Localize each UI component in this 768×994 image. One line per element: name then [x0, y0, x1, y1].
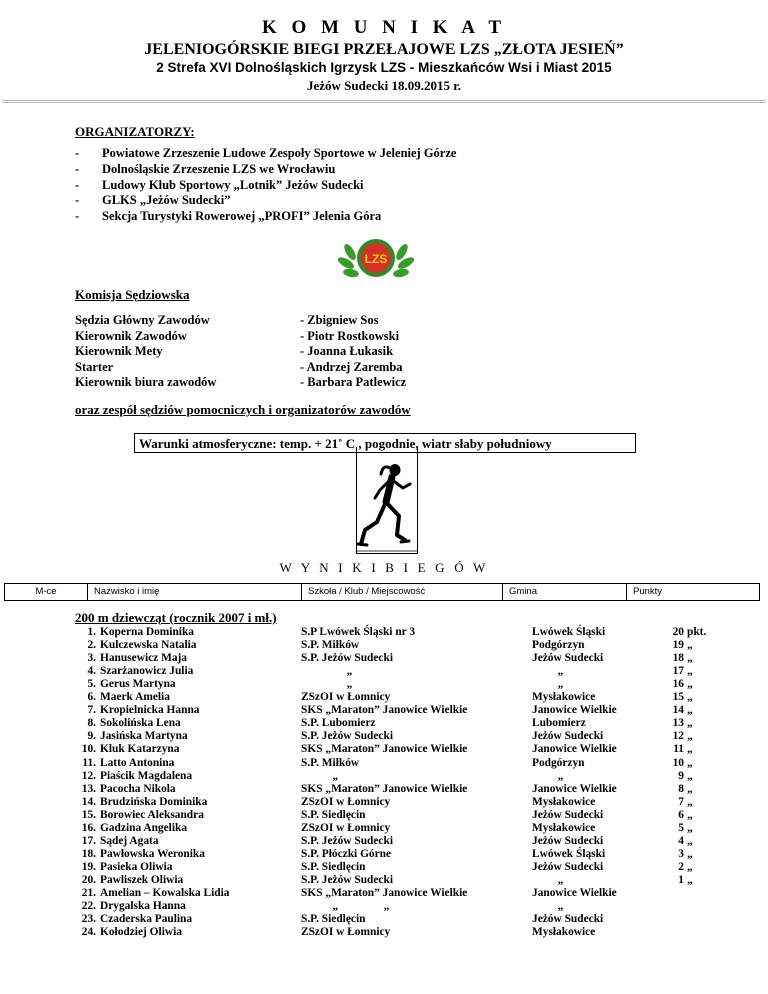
points-unit: „ [687, 782, 693, 795]
table-row [0, 848, 768, 861]
result-position: 13. [81, 782, 96, 795]
athlete-club: SKS „Maraton” Janowice Wielkie [301, 782, 468, 795]
athlete-club: S.P. Jeżów Sudecki [301, 834, 393, 847]
header-divider [2, 100, 766, 103]
athlete-gmina: „ [532, 678, 564, 691]
athlete-name: Gadzina Angelika [100, 821, 188, 834]
table-row [0, 770, 768, 783]
table-row [0, 861, 768, 874]
athlete-name: Koperna Dominika [100, 626, 194, 638]
points-unit: „ [687, 704, 693, 717]
points-unit: pkt. [687, 626, 707, 638]
athlete-gmina: Janowice Wielkie [532, 743, 617, 756]
result-position: 14. [81, 795, 96, 808]
table-row [0, 900, 768, 913]
athlete-name: Kropielnicka Hanna [100, 704, 200, 717]
points-unit: „ [687, 821, 693, 834]
athlete-name: Pawliszek Oliwia [100, 873, 184, 886]
points-unit: „ [687, 808, 693, 821]
athlete-name: Brudzińska Dominika [100, 795, 208, 808]
table-row [0, 783, 768, 796]
athlete-name: Gerus Martyna [100, 678, 176, 691]
athlete-name: Piaścik Magdalena [100, 769, 193, 782]
role-label: Kierownik Mety [75, 344, 163, 359]
table-row [0, 874, 768, 887]
athlete-gmina: Jeżów Sudecki [532, 834, 604, 847]
result-position: 17. [81, 834, 96, 847]
table-row [0, 717, 768, 730]
athlete-club: S.P. Miłków [301, 756, 360, 769]
organizer-item: - Powiatowe Zrzeszenie Ludowe Zespoły Sportowe w Jeleniej Górze [75, 146, 457, 160]
place-date: Jeżów Sudecki 18.09.2015 r. [306, 78, 462, 93]
result-position: 19. [81, 860, 96, 873]
athlete-club: S.P. Siedlęcin [301, 808, 366, 821]
athlete-gmina: Janowice Wielkie [532, 704, 617, 717]
athlete-gmina: Jeżów Sudecki [532, 808, 604, 821]
role-label: Sędzia Główny Zawodów [75, 313, 210, 327]
result-position: 1. [87, 626, 96, 638]
result-points: 14 [672, 704, 684, 717]
athlete-gmina: Janowice Wielkie [532, 782, 617, 795]
result-position: 4. [87, 665, 96, 678]
points-unit: „ [687, 730, 693, 743]
athlete-club: ZSzOI w Łomnicy [301, 691, 391, 704]
result-position: 21. [81, 887, 96, 899]
points-unit: „ [687, 639, 693, 652]
athlete-gmina: Lwówek Śląski [532, 626, 606, 638]
logo-text: LZS [364, 252, 388, 266]
result-position: 18. [81, 847, 96, 860]
result-position: 20. [81, 873, 96, 886]
athlete-club: S.P. Lubomierz [301, 717, 376, 730]
result-points: 20 [672, 626, 684, 638]
result-position: 16. [81, 821, 96, 834]
athlete-gmina: Podgórzyn [532, 756, 585, 769]
runner-icon [355, 460, 419, 556]
result-points: 12 [672, 730, 684, 743]
result-points: 13 [672, 717, 684, 730]
result-points: 11 [673, 743, 684, 756]
points-unit: „ [687, 652, 693, 665]
result-points: 3 [678, 847, 684, 860]
points-unit: „ [687, 847, 693, 860]
points-unit: „ [687, 860, 693, 873]
table-row [0, 757, 768, 770]
organizer-item: - Ludowy Klub Sportowy „Lotnik” Jeżów Sudecki [75, 177, 364, 192]
table-row [0, 822, 768, 835]
athlete-gmina: Podgórzyn [532, 639, 585, 652]
athlete-club: „ [301, 665, 353, 678]
table-row [0, 678, 768, 691]
athlete-gmina: Jeżów Sudecki [532, 730, 604, 743]
table-row [0, 913, 768, 926]
athlete-club: S.P. Jeżów Sudecki [301, 652, 393, 665]
athlete-club: „ [301, 769, 339, 782]
category-title: 200 m dziewcząt (rocznik 2007 i mł.) [75, 610, 277, 625]
organizers-title: ORGANIZATORZY: [75, 124, 195, 139]
result-points: 8 [678, 782, 684, 795]
table-row [0, 887, 768, 900]
role-label: Kierownik biura zawodów [75, 375, 217, 390]
member-name: - Zbigniew Sos [300, 313, 379, 327]
committee-roles [75, 313, 216, 391]
result-position: 9. [87, 730, 96, 743]
athlete-club: SKS „Maraton” Janowice Wielkie [301, 887, 468, 899]
header-position: M-ce [5, 584, 88, 600]
athlete-club: S.P. Siedlęcin [301, 860, 366, 873]
result-points: 6 [678, 808, 684, 821]
result-position: 5. [87, 678, 96, 691]
result-position: 22. [81, 900, 96, 913]
result-position: 15. [81, 808, 96, 821]
member-name: - Andrzej Zaremba [300, 359, 403, 374]
result-position: 8. [87, 717, 96, 730]
athlete-name: Czaderska Paulina [100, 913, 193, 926]
athlete-name: Kulczewska Natalia [100, 639, 197, 652]
athlete-gmina: Lwówek Śląski [532, 847, 606, 860]
header-name: Nazwisko i imię [88, 584, 302, 600]
organizer-item: - Sekcja Turystyki Rowerowej „PROFI” Jelenia Góra [75, 209, 382, 224]
result-points: 17 [672, 665, 684, 678]
table-row [0, 835, 768, 848]
points-unit: „ [687, 665, 693, 678]
result-points: 9 [678, 769, 684, 782]
result-points: 7 [678, 795, 684, 808]
athlete-name: Latto Antonina [100, 756, 175, 769]
points-unit: „ [687, 756, 693, 769]
athlete-club: S.P. Miłków [301, 639, 360, 652]
athlete-gmina: Jeżów Sudecki [532, 652, 604, 665]
result-position: 7. [87, 704, 96, 717]
athlete-club: ZSzOI w Łomnicy [301, 821, 391, 834]
athlete-club: SKS „Maraton” Janowice Wielkie [301, 704, 468, 717]
result-points: 10 [672, 756, 684, 769]
table-row [0, 652, 768, 665]
points-unit: „ [687, 795, 693, 808]
athlete-name: Pacocha Nikola [100, 782, 176, 795]
athlete-name: Sądej Agata [100, 834, 159, 847]
athlete-name: Drygalska Hanna [100, 900, 186, 913]
result-position: 10. [81, 743, 96, 756]
committee-title: Komisja Sędziowska [75, 287, 190, 302]
table-row [0, 926, 768, 939]
athlete-gmina: Mysłakowice [532, 691, 596, 704]
table-row [0, 665, 768, 678]
athlete-gmina: Jeżów Sudecki [532, 860, 604, 873]
result-position: 23. [81, 913, 96, 926]
organizer-item: - Dolnośląskie Zrzeszenie LZS we Wrocławiu [75, 161, 336, 176]
athlete-gmina: Jeżów Sudecki [532, 913, 604, 926]
athlete-club: ZSzOI w Łomnicy [301, 926, 391, 939]
points-unit: „ [687, 769, 693, 782]
athlete-name: Jasińska Martyna [100, 730, 188, 743]
points-unit: „ [687, 834, 693, 847]
table-row [0, 730, 768, 743]
table-row [0, 796, 768, 809]
athlete-club: S.P. Jeżów Sudecki [301, 873, 393, 886]
table-row [0, 626, 768, 639]
document-title: K O M U N I K A T [261, 17, 507, 38]
table-row [0, 743, 768, 756]
role-label: Starter [75, 359, 114, 374]
athlete-club: S.P. Płóczki Górne [301, 847, 392, 860]
athlete-name: Borowiec Aleksandra [100, 808, 204, 821]
athlete-gmina: Mysłakowice [532, 926, 596, 939]
athlete-gmina: Mysłakowice [532, 795, 596, 808]
member-name: - Joanna Łukasik [300, 344, 394, 359]
header-gmina: Gmina [503, 584, 627, 600]
points-unit: „ [687, 691, 693, 704]
athlete-gmina: Mysłakowice [532, 821, 596, 834]
result-position: 12. [81, 769, 96, 782]
athlete-gmina: „ [532, 769, 564, 782]
athlete-gmina: „ [532, 665, 564, 678]
athlete-name: Kluk Katarzyna [100, 743, 180, 756]
table-row [0, 704, 768, 717]
results-table-header [4, 583, 760, 601]
athlete-club: „ „ [301, 900, 390, 913]
event-name: JELENIOGÓRSKIE BIEGI PRZEŁAJOWE LZS „ZŁOTA JESIEŃ” [144, 41, 624, 58]
header-points: Punkty [633, 586, 663, 597]
athlete-name: Pawłowska Weronika [100, 847, 205, 860]
result-position: 24. [81, 926, 96, 939]
result-points: 16 [672, 678, 684, 691]
result-points: 1 [678, 873, 684, 886]
athlete-gmina: „ [532, 900, 564, 913]
result-points: 19 [672, 639, 684, 652]
result-position: 3. [87, 652, 96, 665]
athlete-club: S.P. Jeżów Sudecki [301, 730, 393, 743]
table-row [0, 809, 768, 822]
organizer-item: - GLKS „Jeżów Sudecki” [75, 193, 231, 208]
result-position: 2. [87, 639, 96, 652]
points-unit: „ [687, 717, 693, 730]
result-points: 18 [672, 652, 684, 665]
role-label: Kierownik Zawodów [75, 328, 187, 343]
result-points: 4 [678, 834, 684, 847]
event-subtitle: 2 Strefa XVI Dolnośląskich Igrzysk LZS - Mieszkańców Wsi i Miast 2015 [156, 60, 612, 75]
organizers-list [75, 146, 456, 225]
result-points: 15 [672, 691, 684, 704]
weather-box: Warunki atmosferyczne: temp. + 21˚ C , pogodnie, wiatr słaby południowy [134, 433, 636, 453]
result-points: 2 [678, 860, 684, 873]
result-position: 11. [82, 756, 96, 769]
result-points: 5 [678, 821, 684, 834]
athlete-name: Pasieka Oliwia [100, 860, 173, 873]
points-unit: „ [687, 873, 693, 886]
athlete-name: Szarżanowicz Julia [100, 665, 194, 678]
committee-note: oraz zespół sędziów pomocniczych i organizatorów zawodów [75, 402, 411, 417]
athlete-club: „ [301, 678, 353, 691]
committee-names [300, 313, 406, 391]
athlete-club: S.P. Siedlęcin [301, 913, 366, 926]
athlete-name: Sokolińska Lena [100, 717, 181, 730]
athlete-club: S.P Lwówek Śląski nr 3 [301, 626, 416, 638]
lzs-logo [334, 232, 418, 284]
header-club: Szkoła / Klub / Miejscowość [302, 584, 503, 600]
points-unit: „ [687, 743, 693, 756]
result-position: 6. [87, 691, 96, 704]
athlete-name: Hanusewicz Maja [100, 652, 187, 665]
athlete-gmina: Janowice Wielkie [532, 887, 617, 899]
athlete-name: Kołodziej Oliwia [100, 926, 182, 939]
points-unit: „ [687, 678, 693, 691]
athlete-club: ZSzOI w Łomnicy [301, 795, 391, 808]
athlete-name: Amelian – Kowalska Lidia [100, 887, 230, 899]
results-title: W Y N I K I B I E G Ó W [279, 560, 489, 575]
athlete-gmina: „ [532, 873, 564, 886]
table-row [0, 691, 768, 704]
athlete-club: SKS „Maraton” Janowice Wielkie [301, 743, 468, 756]
athlete-name: Maerk Amelia [100, 691, 170, 704]
member-name: - Barbara Patlewicz [300, 375, 407, 390]
member-name: - Piotr Rostkowski [300, 328, 400, 343]
table-row [0, 639, 768, 652]
athlete-gmina: Lubomierz [532, 717, 586, 730]
